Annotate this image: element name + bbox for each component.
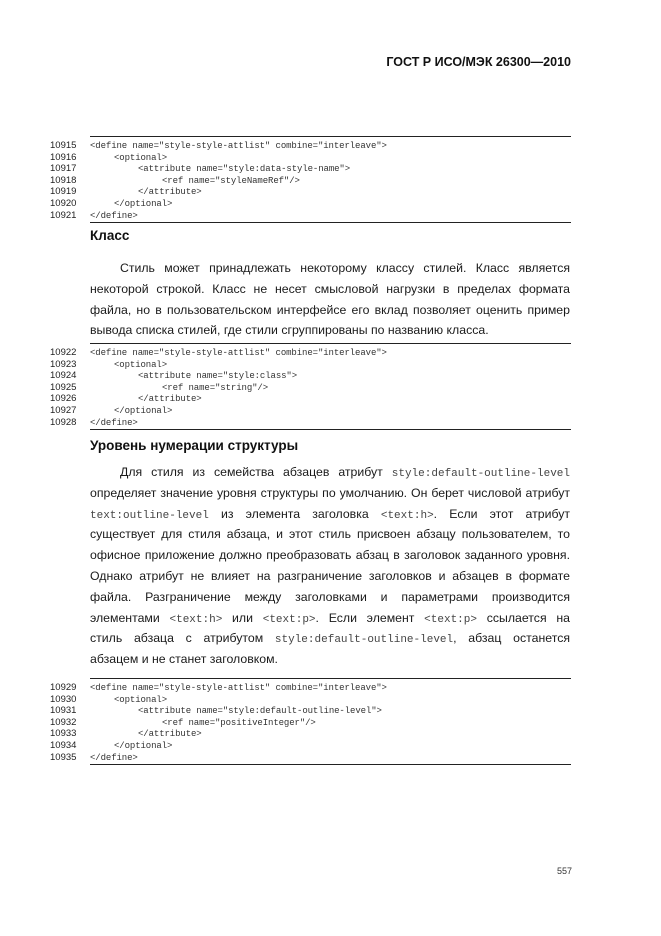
code-block-rule (90, 222, 571, 223)
code-inline: text:outline-level (90, 509, 209, 522)
line-number: 10931 (50, 705, 77, 717)
section-heading-class: Класс (90, 228, 130, 243)
line-number: 10934 (50, 740, 77, 751)
line-number: 10935 (50, 751, 77, 763)
text: Для стиля из семейства абзацев атрибут (120, 465, 392, 479)
text-line (90, 628, 570, 649)
text: или (222, 610, 263, 625)
text-line: вывода списка стилей, где стили сгруппированы по названию класса. (90, 323, 489, 338)
text: стиль абзаца с атрибутом (90, 631, 275, 646)
code-inline: style:default-outline-level (391, 468, 570, 480)
code-text: <ref name="positiveInteger"/> (162, 717, 316, 728)
code-inline: <text:h> (169, 613, 223, 626)
page-header: ГОСТ Р ИСО/МЭК 26300—2010 (386, 55, 571, 69)
code-text: </optional> (114, 406, 173, 416)
text-line: офисное приложение должно преобразовать абзац в заголовок заданного уровня. (90, 548, 570, 563)
code-text: </attribute> (138, 394, 202, 405)
code-text: <ref name="string"/> (162, 382, 269, 393)
text-line: файла. Разграничение между заголовками и параметрами производится (90, 589, 570, 604)
text-line: существует для стиля абзаца, и этот стиль присвоен абзацу пользователем, то (90, 527, 570, 542)
code-text: <ref name="styleNameRef"/> (162, 175, 300, 186)
code-text: </define> (90, 210, 138, 221)
line-number: 10933 (50, 728, 77, 740)
text-line: Стиль может принадлежать некоторому классу стилей. Класс является (120, 261, 570, 275)
line-number: 10930 (50, 693, 77, 705)
paragraph-class (90, 258, 570, 341)
line-number: 10915 (50, 140, 77, 151)
text-line (90, 608, 570, 629)
code-text: <define name="style-style-attlist" combine="interleave"> (90, 141, 387, 151)
code-inline: <text:p> (262, 613, 316, 626)
line-number: 10927 (50, 405, 77, 416)
line-number: 10929 (50, 682, 77, 693)
code-text: <attribute name="style:data-style-name"> (138, 164, 351, 175)
line-number: 10932 (50, 716, 77, 728)
line-number: 10924 (50, 370, 77, 382)
code-inline: <text:h> (380, 509, 434, 522)
line-number: 10919 (50, 186, 77, 198)
code-text: </attribute> (138, 187, 202, 198)
code-text: </define> (90, 752, 138, 763)
line-number: 10923 (50, 358, 77, 370)
code-text: </optional> (114, 741, 173, 751)
line-number: 10926 (50, 393, 77, 405)
code-text: <optional> (114, 359, 168, 370)
code-text: </define> (90, 417, 138, 428)
code-text: </attribute> (138, 729, 202, 740)
line-number: 10922 (50, 347, 77, 358)
paragraph-outline-level (90, 462, 570, 670)
text: ссылается на (476, 610, 570, 625)
text: . Если элемент (315, 610, 425, 625)
code-text: <optional> (114, 694, 168, 705)
page-number: 557 (557, 866, 573, 876)
text-line (90, 462, 570, 483)
code-text: <define name="style-style-attlist" combine="interleave"> (90, 683, 387, 693)
text-line: абзацем и не станет заголовком. (90, 652, 278, 667)
text-line: определяет значение уровня структуры по умолчанию. Он берет числовой атрибут (90, 485, 570, 500)
code-text: <attribute name="style:default-outline-level"> (138, 706, 382, 717)
code-text: <optional> (114, 152, 168, 163)
text: из элемента заголовка (208, 506, 381, 521)
line-number: 10916 (50, 151, 77, 163)
line-number: 10925 (50, 381, 77, 393)
line-number: 10918 (50, 174, 77, 186)
text: , абзац останется (453, 631, 570, 646)
text: . Если этот атрибут (433, 506, 570, 521)
text-line (90, 504, 570, 525)
code-text: <define name="style-style-attlist" combine="interleave"> (90, 348, 387, 358)
code-inline: style:default-outline-level (274, 634, 454, 647)
code-block-rule (90, 429, 571, 430)
code-text: </optional> (114, 199, 173, 209)
code-block-rule (90, 764, 571, 765)
text: элементами (90, 610, 170, 625)
code-text: <attribute name="style:class"> (138, 371, 298, 382)
line-number: 10920 (50, 198, 77, 209)
section-heading-outline-level: Уровень нумерации структуры (90, 438, 299, 453)
text-line: файла, но в пользовательском интерфейсе его вклад позволяет оценить пример (90, 302, 570, 317)
line-number: 10917 (50, 163, 77, 175)
line-number: 10928 (50, 416, 77, 428)
line-number: 10921 (50, 209, 77, 221)
text-line: Однако атрибут не влияет на разграничение заголовков и абзацев в формате (90, 568, 570, 583)
code-inline: <text:p> (424, 613, 477, 626)
text-line: некоторой строкой. Класс не несет смысловой нагрузки в пределах формата (90, 281, 570, 296)
